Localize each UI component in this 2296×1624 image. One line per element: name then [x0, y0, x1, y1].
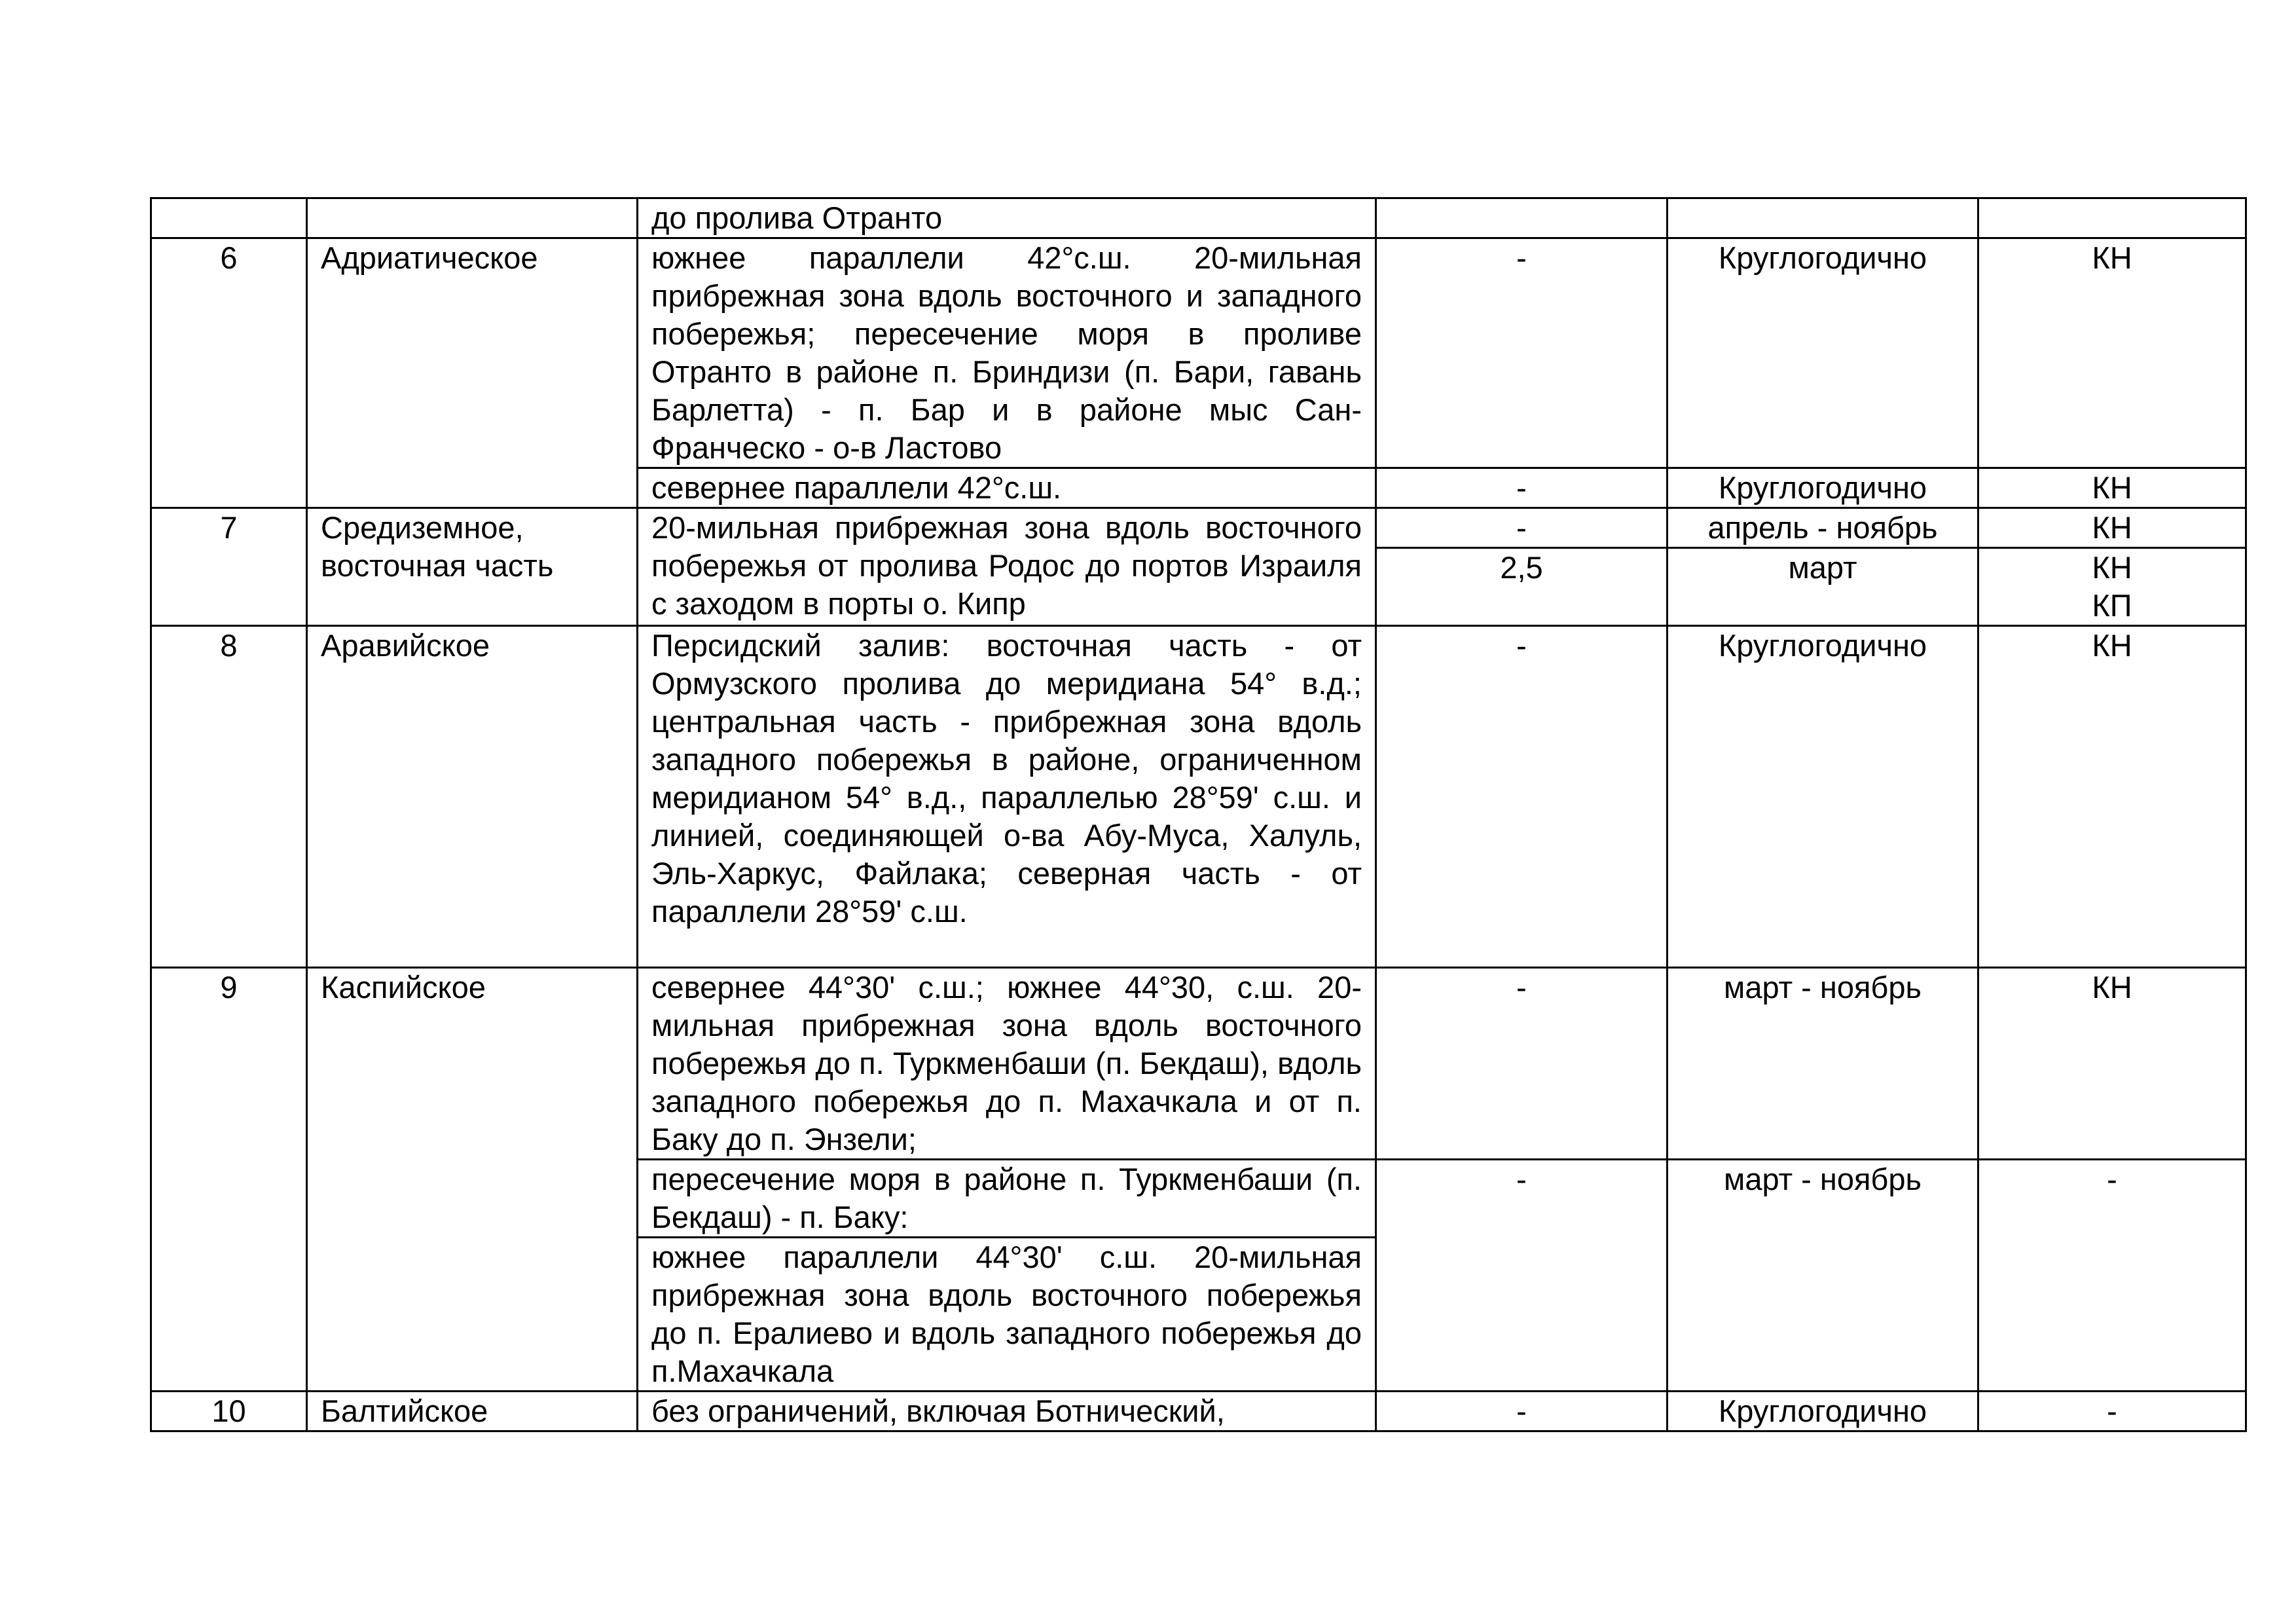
row-number: 6: [151, 238, 307, 508]
class-note: КН: [1978, 626, 2246, 968]
row-number: 8: [151, 626, 307, 968]
table-row: [151, 968, 2246, 1160]
navigation-period: март - ноябрь: [1667, 1160, 1978, 1392]
speed-value: [1376, 198, 1667, 238]
sea-name: Каспийское: [307, 968, 638, 1392]
speed-value: -: [1376, 238, 1667, 468]
speed-value: -: [1376, 968, 1667, 1160]
table-row: [151, 198, 2246, 238]
navigation-period: Круглогодично: [1667, 1392, 1978, 1431]
speed-value: -: [1376, 468, 1667, 508]
speed-value: -: [1376, 1392, 1667, 1431]
navigation-period: [1667, 198, 1978, 238]
row-number: 7: [151, 508, 307, 626]
navigation-period: Круглогодично: [1667, 238, 1978, 468]
class-note-line: КП: [2092, 588, 2132, 623]
area-description: до пролива Отранто: [638, 198, 1376, 238]
navigation-period: март: [1667, 548, 1978, 626]
sea-name: Адриатическое: [307, 238, 638, 508]
row-number: [151, 198, 307, 238]
class-note: КН: [1978, 968, 2246, 1160]
table-row: [151, 508, 2246, 548]
sea-name: Балтийское: [307, 1392, 638, 1431]
class-note: [1978, 548, 2246, 626]
class-note: [1978, 198, 2246, 238]
speed-value: -: [1376, 508, 1667, 548]
navigation-period: апрель - ноябрь: [1667, 508, 1978, 548]
speed-value: -: [1376, 626, 1667, 968]
table-row: [151, 238, 2246, 468]
speed-value: -: [1376, 1160, 1667, 1392]
sea-name: [307, 198, 638, 238]
speed-value: 2,5: [1376, 548, 1667, 626]
navigation-period: Круглогодично: [1667, 626, 1978, 968]
sea-name: Средиземное, восточная часть: [307, 508, 638, 626]
class-note: КН: [1978, 508, 2246, 548]
sea-name: Аравийское: [307, 626, 638, 968]
navigation-period: март - ноябрь: [1667, 968, 1978, 1160]
area-description: севернее параллели 42°с.ш.: [638, 468, 1376, 508]
area-description: 20-мильная прибрежная зона вдоль восточного побережья от пролива Родос до портов Израиля с заходом в порты о. Кипр: [638, 508, 1376, 626]
row-number: 9: [151, 968, 307, 1392]
navigation-period: Круглогодично: [1667, 468, 1978, 508]
area-description: южнее параллели 44°30' с.ш. 20-мильная прибрежная зона вдоль восточного побережья до п. Ералиево и вдоль западного побережья до п.Махачкала: [638, 1238, 1376, 1392]
class-note: -: [1978, 1160, 2246, 1392]
class-note: КН: [1978, 238, 2246, 468]
area-description: Персидский залив: восточная часть - от Ормузского пролива до меридиана 54° в.д.; центральная часть - прибрежная зона вдоль западного побережья в районе, ограниченном меридианом 54° в.д., параллелью 28°59' с.ш. и линией, соединяющей о-ва Абу-Муса, Халуль, Эль-Харкус, Файлака; северная часть - от параллели 28°59' с.ш.: [638, 626, 1376, 968]
area-description: пересечение моря в районе п. Туркменбаши (п. Бекдаш) - п. Баку:: [638, 1160, 1376, 1238]
class-note: КН: [1978, 468, 2246, 508]
table-row: [151, 626, 2246, 968]
class-note-line: КН: [2092, 550, 2132, 585]
table-row: [151, 1392, 2246, 1431]
area-description: южнее параллели 42°с.ш. 20-мильная прибрежная зона вдоль восточного и западного побережья; пересечение моря в проливе Отранто в районе п. Бриндизи (п. Бари, гавань Барлетта) - п. Бар и в районе мыс Сан-Франческо - о-в Ластово: [638, 238, 1376, 468]
area-description: без ограничений, включая Ботнический,: [638, 1392, 1376, 1431]
area-description: севернее 44°30' с.ш.; южнее 44°30, с.ш. 20-мильная прибрежная зона вдоль восточного побережья до п. Туркменбаши (п. Бекдаш), вдоль западного побережья до п. Махачкала и от п. Баку до п. Энзели;: [638, 968, 1376, 1160]
class-note: -: [1978, 1392, 2246, 1431]
navigation-restrictions-table: [150, 197, 2247, 1432]
row-number: 10: [151, 1392, 307, 1431]
